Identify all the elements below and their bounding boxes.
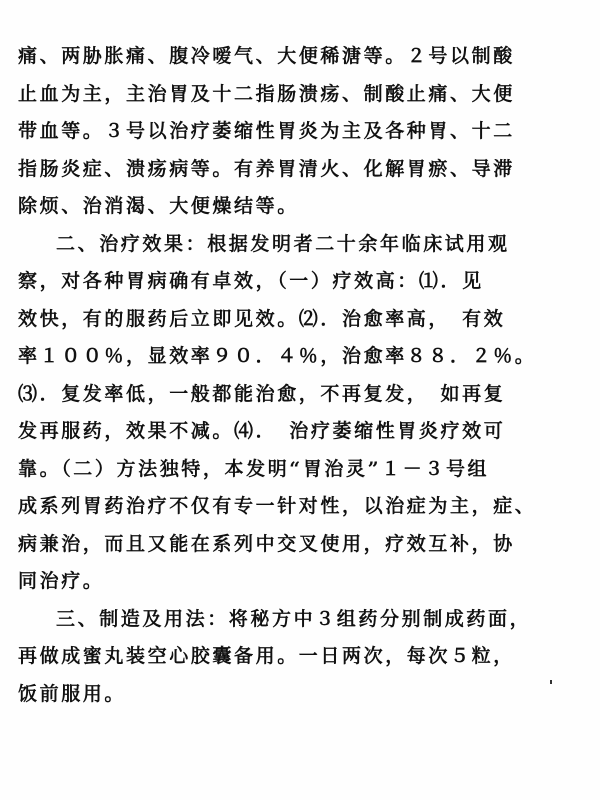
text-line: 察，对各种胃病确有卓效，（一）疗效高：⑴．见 <box>18 270 484 292</box>
text-line: 除烦、治消渴、大便燥结等。 <box>18 195 299 217</box>
text-line: 同治疗。 <box>18 570 105 592</box>
text-line: 发再服药，效果不减。⑷． 治疗萎缩性胃炎疗效可 <box>18 420 506 442</box>
text-line: 痛、两胁胀痛、腹冷嗳气、大便稀溏等。２号以制酸 <box>18 45 515 67</box>
text-line: 病兼治，而且又能在系列中交叉使用，疗效互补，协 <box>18 532 515 555</box>
text-line: 指肠炎症、溃疡病等。有养胃清火、化解胃瘀、导滞 <box>18 157 515 180</box>
scan-speck <box>550 680 552 684</box>
text-line: 带血等。３号以治疗萎缩性胃炎为主及各种胃、十二 <box>18 120 515 142</box>
text-line: 靠。（二）方法独特，本发明“胃治灵”１－３号组 <box>18 457 490 480</box>
text-line: ⑶．复发率低，一般都能治愈，不再复发， 如再复 <box>18 382 506 405</box>
text-line: 饭前服用。 <box>18 682 127 705</box>
section-two-heading-line: 二、治疗效果：根据发明者二十余年临床试用观 <box>56 232 510 255</box>
section-three-heading-line: 三、制造及用法：将秘方中３组药分别制成药面， <box>56 607 532 630</box>
text-line: 成系列胃药治疗不仅有专一针对性，以治症为主，症、 <box>18 495 537 517</box>
text-line: 率１００％，显效率９０．４％，治愈率８８．２％。 <box>18 345 537 367</box>
text-line: 效快，有的服药后立即见效。⑵．治愈率高， 有效 <box>18 307 506 330</box>
document-body <box>18 38 588 713</box>
text-line: 再做成蜜丸装空心胶囊备用。一日两次，每次５粒， <box>18 645 515 667</box>
text-line: 止血为主，主治胃及十二指肠溃疡、制酸止痛、大便 <box>18 82 515 105</box>
